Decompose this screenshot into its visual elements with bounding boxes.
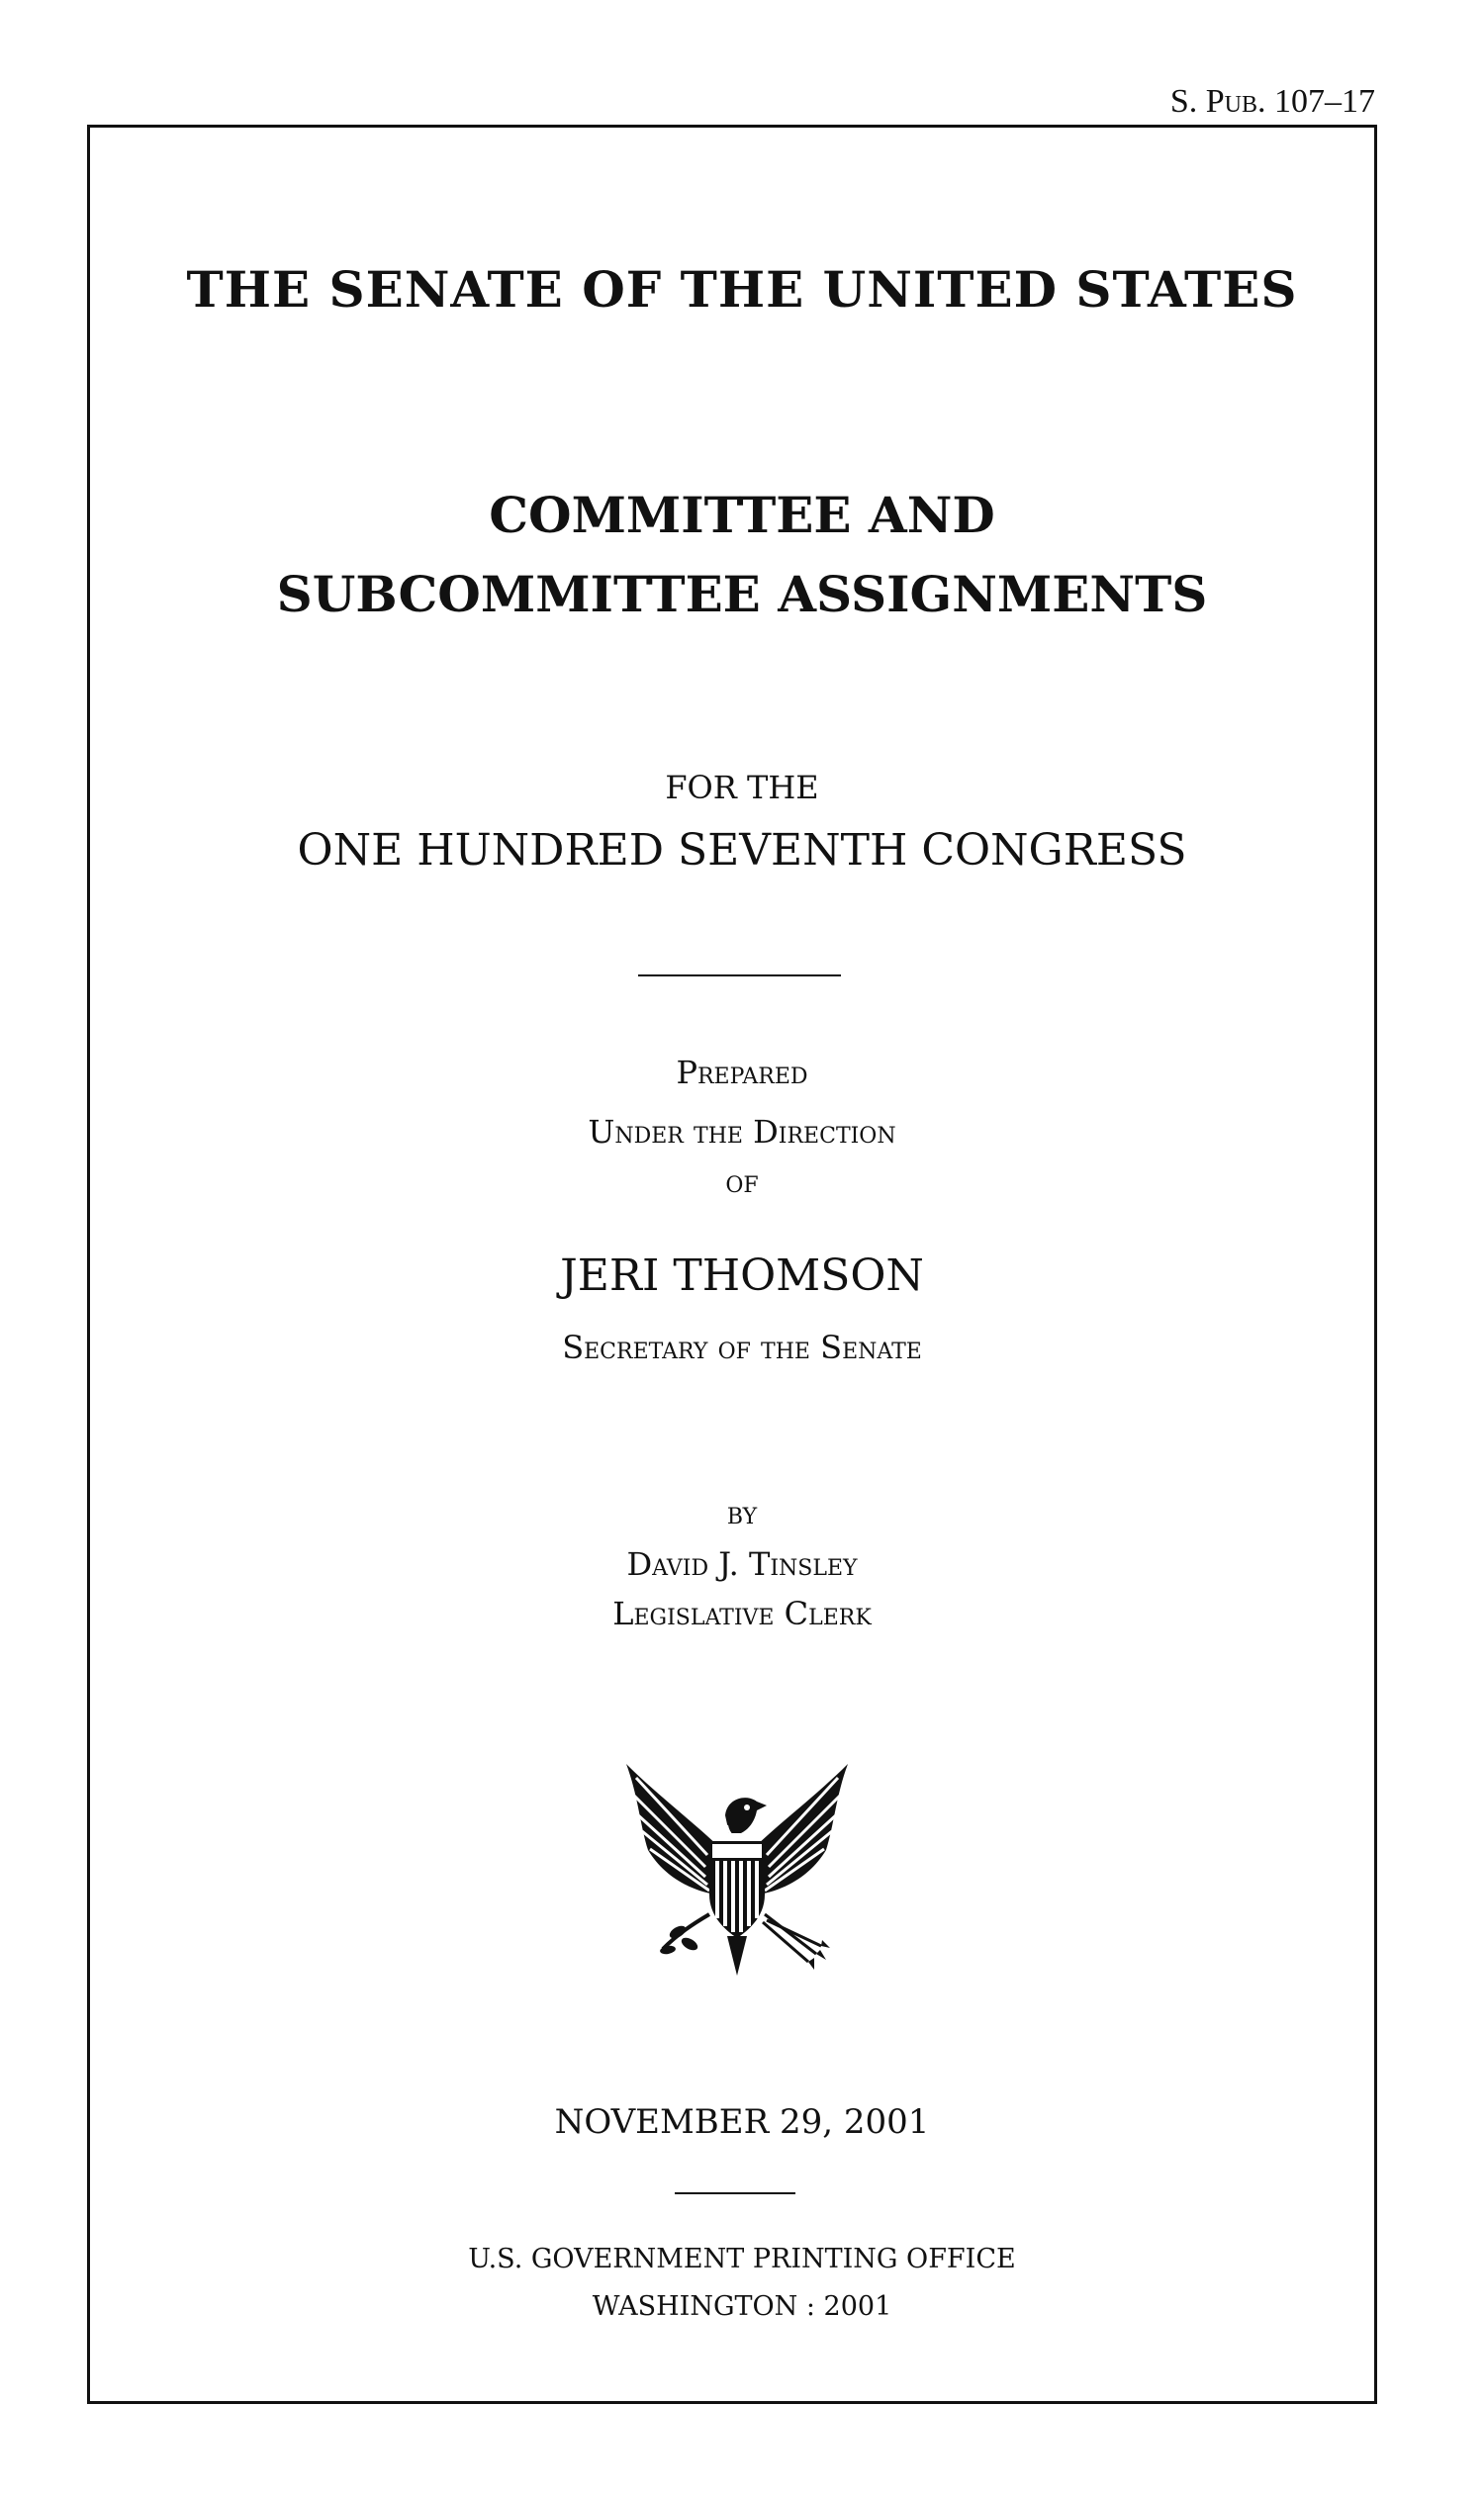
secretary-title: Secretary of the Senate <box>562 1329 922 1366</box>
secretary-name: JERI THOMSON <box>560 1250 924 1301</box>
publication-number <box>1170 85 1375 119</box>
title-line-2: SUBCOMMITTEE ASSIGNMENTS <box>276 565 1208 623</box>
pub-label: Pub. <box>1205 83 1266 120</box>
pub-prefix: S. <box>1169 83 1198 120</box>
by-label: by <box>726 1494 758 1531</box>
printing-office: U.S. GOVERNMENT PRINTING OFFICE <box>468 2244 1016 2274</box>
author-name: David J. Tinsley <box>626 1545 858 1583</box>
senate-heading: THE SENATE OF THE UNITED STATES <box>186 260 1298 319</box>
for-the-label: FOR THE <box>665 769 819 806</box>
title-line-1: COMMITTEE AND <box>489 486 995 544</box>
footer-divider-rule <box>675 2192 795 2194</box>
printing-city-year: WASHINGTON : 2001 <box>592 2291 892 2322</box>
prepared-line-1: Prepared <box>676 1054 808 1091</box>
author-title: Legislative Clerk <box>612 1595 872 1632</box>
divider-rule <box>638 974 841 976</box>
pub-number-value: 107–17 <box>1274 83 1375 120</box>
publication-date: NOVEMBER 29, 2001 <box>554 2102 930 2142</box>
congress-name: ONE HUNDRED SEVENTH CONGRESS <box>297 825 1187 876</box>
prepared-line-2: Under the Direction <box>588 1113 896 1151</box>
prepared-line-3: of <box>725 1162 759 1200</box>
great-seal-eagle-icon <box>618 1756 856 1984</box>
